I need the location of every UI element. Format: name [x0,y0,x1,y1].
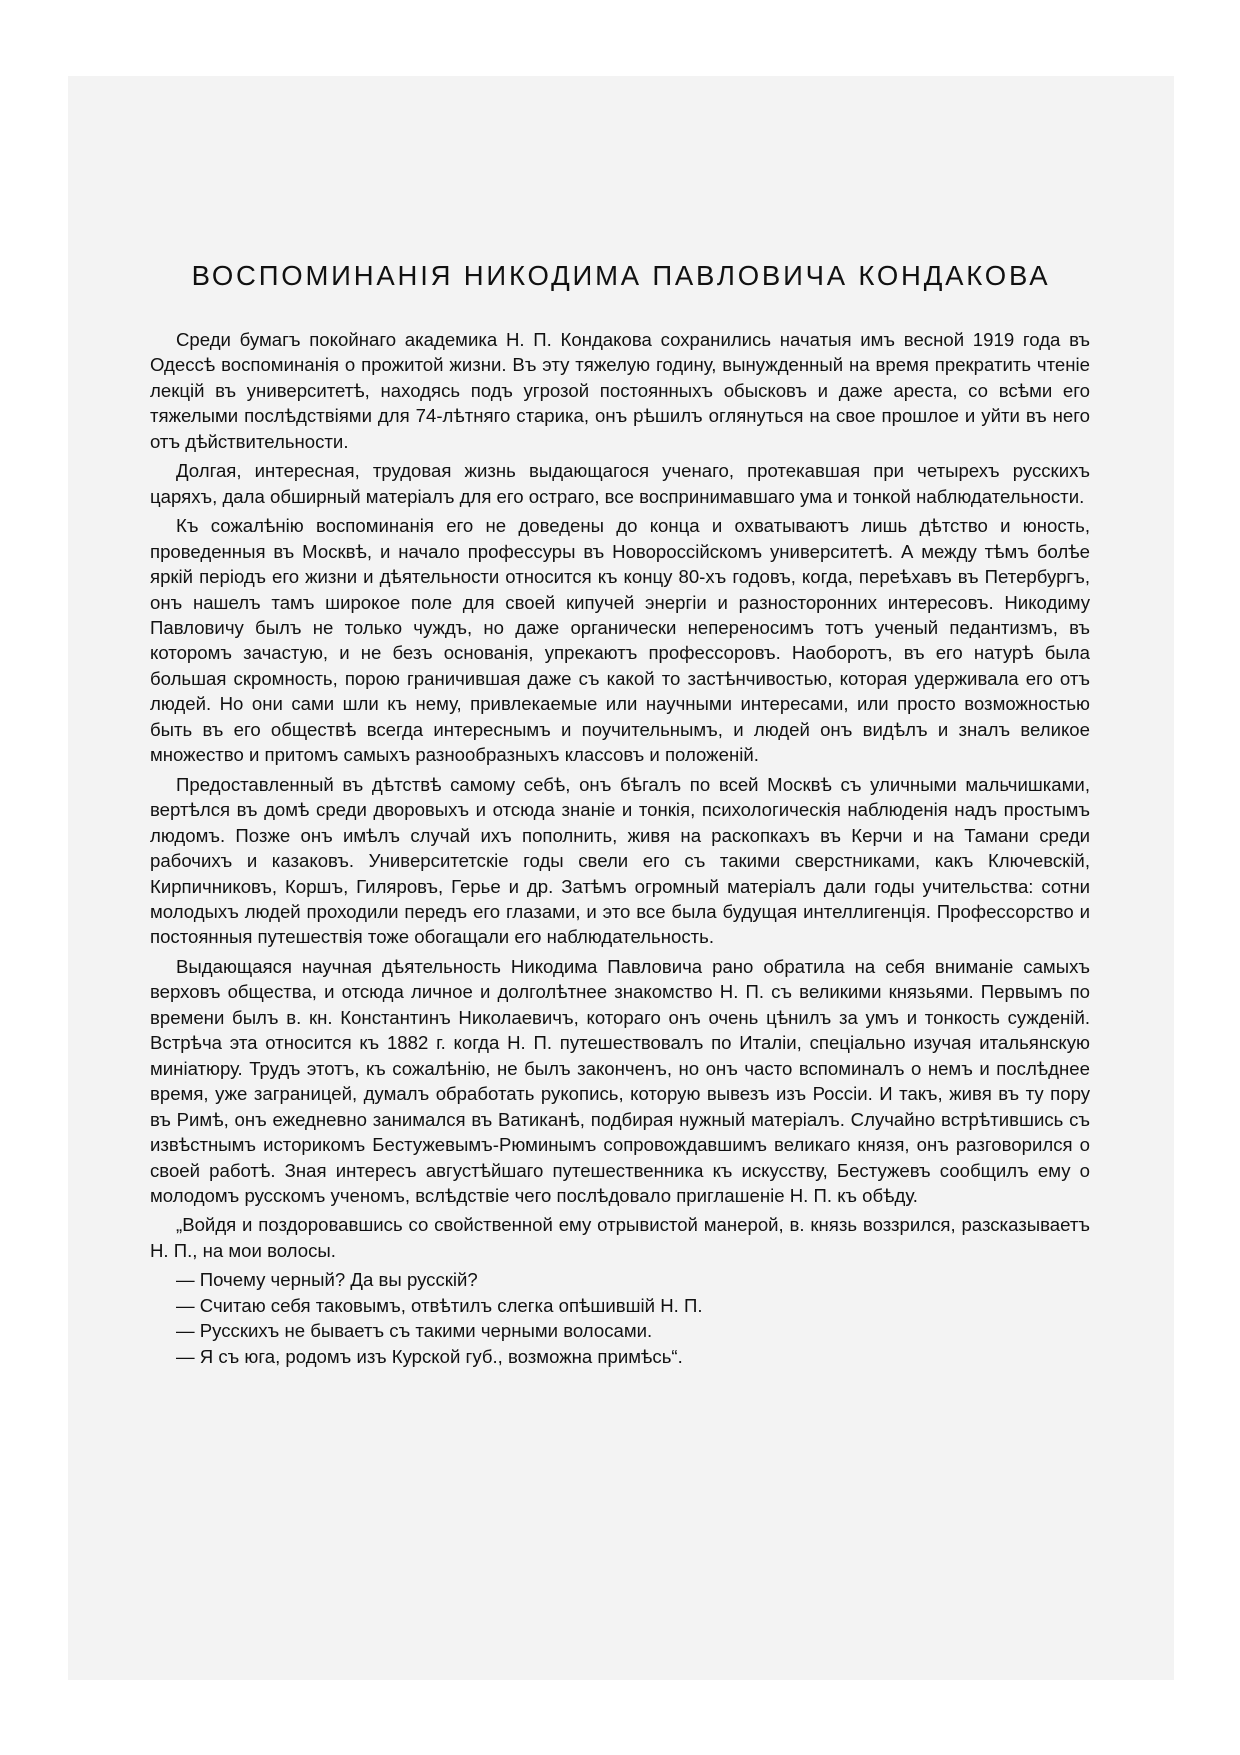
paragraph: Къ сожалѣнію воспоминанія его не доведены до конца и охватываютъ лишь дѣтство и юность, проведенныя въ Москвѣ, и начало профессуры въ Новороссійскомъ университетѣ. А между тѣмъ болѣе яркій періодъ его жизни и дѣятельности относится къ концу 80-хъ годовъ, когда, переѣхавъ въ Петербургъ, онъ нашелъ тамъ широкое поле для своей кипучей энергіи и разносторонних интересовъ. Никодиму Павловичу былъ не только чуждъ, но даже органически непереносимъ тотъ ученый педантизмъ, въ которомъ зачастую, и не безъ основанія, упрекаютъ профессоровъ. Наоборотъ, въ его натурѣ была большая скромность, порою граничившая даже съ какой то застѣнчивостью, которая удерживала его отъ людей. Но они сами шли къ нему, привлекаемые или научными интересами, или просто возможностью быть въ его обществѣ всегда интереснымъ и поучительнымъ, и людей онъ видѣлъ и зналъ великое множество и притомъ самыхъ разнообразныхъ классовъ и положеній. [150,515,1090,766]
dialogue-line: — Считаю себя таковымъ, отвѣтилъ слегка опѣшившій Н. П. [176,1294,703,1316]
dialogue-line: — Русскихъ не бываетъ съ такими черными волосами. [176,1320,653,1342]
paragraph: Среди бумагъ покойнаго академика Н. П. Кондакова сохранились начатыя имъ весной 1919 года въ Одессѣ воспоминанія о прожитой жизни. Въ эту тяжелую годину, вынужденный на время прекратить чтеніе лекцій въ университетѣ, находясь подъ угрозой постоянныхъ обысковъ и даже ареста, со всѣми его тяжелыми послѣдствіями для 74-лѣтняго старика, онъ рѣшилъ оглянуться на свое прошлое и уйти въ него отъ дѣйствительности. [150,329,1090,452]
page [68,76,1174,1680]
paragraph: Предоставленный въ дѣтствѣ самому себѣ, онъ бѣгалъ по всей Москвѣ съ уличными мальчишками, вертѣлся въ домѣ среди дворовыхъ и отсюда знаніе и тонкія, психологическія наблюденія надъ простымъ людомъ. Позже онъ имѣлъ случай ихъ пополнить, живя на раскопкахъ въ Керчи и на Тамани среди рабочихъ и казаковъ. Университетскіе годы свели его съ такими сверстниками, какъ Ключевскій, Кирпичниковъ, Коршъ, Гиляровъ, Герье и др. Затѣмъ огромный матеріалъ дали годы учительства: сотни молодыхъ людей проходили передъ его глазами, и это все была будущая интеллигенція. Профессорство и постоянныя путешествія тоже обогащали его наблюдательность. [150,773,1090,948]
article-body [150,327,1090,1369]
dialogue-line: — Почему черный? Да вы русскій? [176,1269,478,1291]
paragraph: Выдающаяся научная дѣятельность Никодима Павловича рано обратила на себя вниманіе самыхъ верховъ общества, и отсюда личное и долголѣтнее знакомство Н. П. съ великими князьями. Первымъ по времени былъ в. кн. Константинъ Николаевичъ, котораго онъ очень цѣнилъ за умъ и тонкость сужденій. Встрѣча эта относится къ 1882 г. когда Н. П. путешествовалъ по Италіи, спеціально изучая итальянскую миніатюру. Трудъ этотъ, къ сожалѣнію, не былъ законченъ, но онъ часто вспоминалъ о немъ и послѣднее время, уже заграницей, думалъ обработать рукопись, которую вывезъ изъ Россіи. И такъ, живя въ ту пору въ Римѣ, онъ ежедневно занимался въ Ватиканѣ, подбирая нужный матеріалъ. Случайно встрѣтившись съ извѣстнымъ историкомъ Бестужевымъ-Рюминымъ сопровождавшимъ великаго князя, онъ разговорился о своей работѣ. Зная интересъ августѣйшаго путешественника къ искусству, Бестужевъ сообщилъ ему о молодомъ русскомъ ученомъ, вслѣдствіе чего послѣдовало приглашеніе Н. П. къ обѣду. [150,955,1090,1206]
dialogue-line: — Я съ юга, родомъ изъ Курской губ., возможна примѣсь“. [176,1345,683,1367]
paragraph: „Войдя и поздоровавшись со свойственной ему отрывистой манерой, в. князь воззрился, разсказываетъ Н. П., на мои волосы. [150,1214,1090,1261]
paragraph: Долгая, интересная, трудовая жизнь выдающагося ученаго, протекавшая при четырехъ русскихъ царяхъ, дала обширный матеріалъ для его остраго, все воспринимавшаго ума и тонкой наблюдательности. [150,460,1090,507]
article-title: ВОСПОМИНАНІЯ НИКОДИМА ПАВЛОВИЧА КОНДАКОВА [191,260,1051,291]
